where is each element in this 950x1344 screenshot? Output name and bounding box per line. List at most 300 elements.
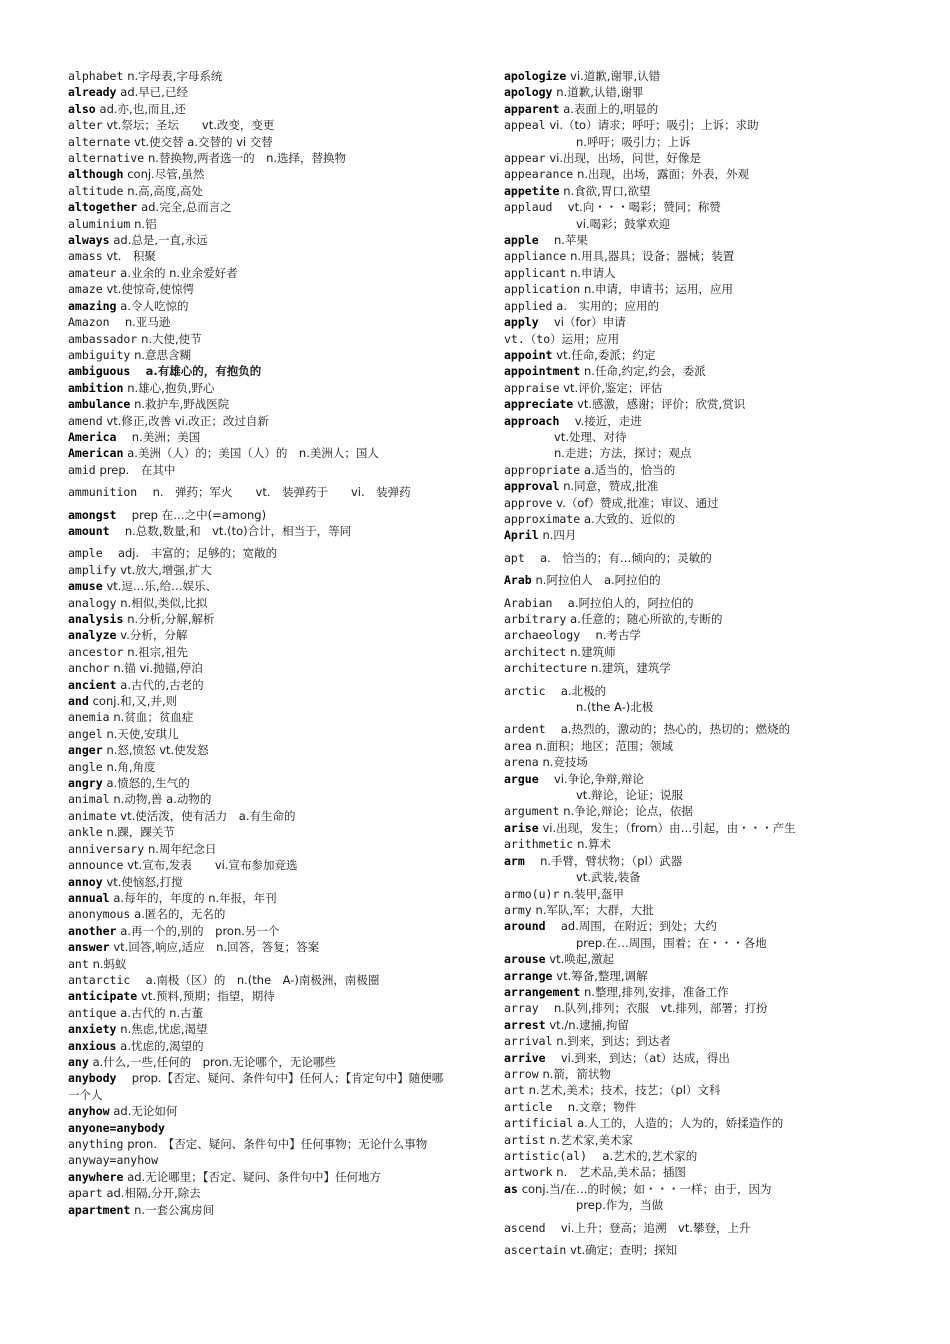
entry-word: America xyxy=(68,429,117,444)
entry-word: anyone=anybody xyxy=(68,1120,165,1135)
dictionary-entry xyxy=(68,1152,448,1168)
entry-word: always xyxy=(68,233,110,248)
entry-definition: n.高,高度,高处 xyxy=(127,183,203,198)
entry-word: anybody xyxy=(68,1071,117,1086)
entry-definition: ad.无论如何 xyxy=(113,1104,178,1119)
entry-word: application xyxy=(504,282,581,297)
dictionary-entry xyxy=(68,216,448,232)
dictionary-entry xyxy=(504,298,864,314)
entry-word: arrest xyxy=(504,1017,546,1032)
dictionary-entry xyxy=(504,84,864,100)
entry-word: array xyxy=(504,1001,539,1016)
entry-definition: n.出现，出场，露面；外表，外观 xyxy=(577,167,750,182)
entry-definition: vt.预料,预期；指望，期待 xyxy=(141,989,275,1004)
dictionary-entry xyxy=(504,511,864,527)
entry-definition: pron. 【否定、疑问、条件句中】任何事物；无论什么事物 xyxy=(127,1137,428,1151)
entry-word: appropriate xyxy=(504,462,581,477)
entry-word: answer xyxy=(68,940,110,955)
entry-definition: n.食欲,胃口,欲望 xyxy=(563,183,651,198)
dictionary-entry xyxy=(68,117,448,133)
dictionary-entry xyxy=(68,1169,448,1185)
entry-word: amuse xyxy=(68,579,103,594)
entry-definition-continued: n.呼吁；吸引力；上诉 xyxy=(576,134,691,149)
entry-word: announce xyxy=(68,858,124,873)
dictionary-entry xyxy=(68,150,448,166)
entry-word: anonymous xyxy=(68,907,131,922)
entry-word: apology xyxy=(504,85,553,100)
entry-definition: vt.回答,响应,适应 n.回答，答复；答案 xyxy=(113,940,320,955)
entry-definition: n.踝，踝关节 xyxy=(106,825,175,840)
entry-definition: vi.到来，到达；（at）达成，得出 xyxy=(549,1050,730,1065)
dictionary-entry xyxy=(68,726,448,742)
entry-word: anything xyxy=(68,1137,124,1151)
entry-word: arise xyxy=(504,820,539,835)
entry-word: arouse xyxy=(504,952,546,967)
entry-word: anger xyxy=(68,743,103,758)
entry-definition: n.角,角度 xyxy=(106,759,156,774)
entry-definition: n.同意，赞成,批准 xyxy=(563,479,659,494)
entry-definition: n.焦虑,忧虑,渴望 xyxy=(120,1022,208,1037)
dictionary-entry xyxy=(504,199,864,232)
entry-definition: a.适当的，恰当的 xyxy=(584,462,676,477)
dictionary-entry xyxy=(504,902,864,918)
dictionary-entry xyxy=(504,380,864,396)
dictionary-entry xyxy=(68,956,448,972)
entry-definition-continued: vi.喝彩；鼓掌欢迎 xyxy=(576,216,671,231)
entry-definition: n.贫血；贫血症 xyxy=(113,710,194,725)
entry-word: architecture xyxy=(504,661,588,676)
entry-definition: vt. 积聚 xyxy=(106,249,156,264)
dictionary-entry xyxy=(504,738,864,754)
dictionary-entry xyxy=(68,742,448,758)
entry-word: amongst xyxy=(68,507,117,522)
dictionary-entry xyxy=(504,1148,864,1164)
entry-definition: n.军队,军；大群，大批 xyxy=(535,902,654,917)
entry-word: ambassador xyxy=(68,331,138,346)
entry-word: analogy xyxy=(68,595,117,610)
dictionary-entry xyxy=(504,853,864,886)
entry-definition: a.业余的 n.业余爱好者 xyxy=(120,265,238,280)
entry-word: approximate xyxy=(504,511,581,526)
dictionary-entry xyxy=(68,824,448,840)
dictionary-entry xyxy=(504,1220,864,1236)
dictionary-entry xyxy=(68,1202,448,1218)
entry-definition: n.队列,排列；衣服 vt.排列，部署；打扮 xyxy=(542,1001,768,1016)
entry-word: alter xyxy=(68,118,103,133)
entry-word: amaze xyxy=(68,282,103,297)
dictionary-entry xyxy=(68,988,448,1004)
entry-word: ample xyxy=(68,546,103,561)
entry-word: animal xyxy=(68,792,110,807)
entry-word: applaud xyxy=(504,200,553,215)
entry-definition: n.建筑师 xyxy=(570,644,616,659)
entry-definition: n.整理,排列,安排，准备工作 xyxy=(584,984,729,999)
dictionary-entry xyxy=(68,199,448,215)
entry-definition: n.艺术家,美术家 xyxy=(549,1132,633,1147)
dictionary-entry xyxy=(504,314,864,330)
entry-definition: n.考古学 xyxy=(584,628,641,643)
entry-definition: vt.任命,委派；约定 xyxy=(556,347,656,362)
entry-definition: a.什么,一些,任何的 pron.无论哪个，无论哪些 xyxy=(92,1054,336,1069)
entry-definition: vi（for）申请 xyxy=(542,315,626,330)
dictionary-entry xyxy=(68,939,448,955)
entry-definition: a. 实用的；应用的 xyxy=(556,298,659,313)
dictionary-entry xyxy=(68,578,448,594)
entry-definition: vt.向・・・喝彩；赞同；称赞 xyxy=(556,200,721,215)
entry-word: artist xyxy=(504,1132,546,1147)
entry-definition: vt.宣布,发表 vi.宣布参加竞选 xyxy=(127,858,298,873)
entry-definition: n.大使,使节 xyxy=(141,331,202,346)
dictionary-entry xyxy=(68,677,448,693)
dictionary-entry xyxy=(68,923,448,939)
dictionary-entry xyxy=(504,984,864,1000)
entry-definition: n.申请，申请书；运用，应用 xyxy=(584,282,733,297)
dictionary-entry xyxy=(68,627,448,643)
entry-word: Arabian xyxy=(504,595,553,610)
entry-word: arrival xyxy=(504,1034,553,1049)
dictionary-entry xyxy=(504,886,864,902)
dictionary-entry xyxy=(68,445,448,461)
entry-definition: a.大致的、近似的 xyxy=(584,511,676,526)
dictionary-entry xyxy=(68,611,448,627)
entry-definition: a.阿拉伯人的，阿拉伯的 xyxy=(556,595,694,610)
entry-definition: n.动物,兽 a.动物的 xyxy=(113,792,212,807)
entry-definition: a.北极的 xyxy=(549,683,607,698)
entry-definition: vt.使恼怒,打搅 xyxy=(106,874,183,889)
entry-definition: a.南极（区）的 n.(the A-)南极洲，南极圈 xyxy=(134,972,380,987)
entry-definition-continued: vt.处理、对待 xyxy=(554,429,627,444)
entry-word: and xyxy=(68,694,89,709)
entry-word: ancient xyxy=(68,677,117,692)
dictionary-entry xyxy=(68,232,448,248)
entry-word: artificial xyxy=(504,1116,574,1131)
dictionary-entry xyxy=(68,347,448,363)
entry-definition: conj.尽管,虽然 xyxy=(127,167,205,182)
dictionary-entry xyxy=(504,595,864,611)
entry-definition: vt./n.逮捕,拘留 xyxy=(549,1017,629,1032)
entry-word: anxious xyxy=(68,1038,117,1053)
entry-word: analysis xyxy=(68,612,124,626)
entry-word: appearance xyxy=(504,167,574,182)
entry-definition: conj.当/在…的时候；如・・・一样；由于，因为 xyxy=(521,1181,772,1196)
dictionary-entry xyxy=(504,1000,864,1016)
entry-word: ambiguous xyxy=(68,364,131,379)
entry-definition: vt.修正,改善 vi.改正；改过自新 xyxy=(106,413,269,428)
entry-word: animate xyxy=(68,808,117,823)
entry-definition: n.建筑，建筑学 xyxy=(590,661,671,676)
entry-word: apartment xyxy=(68,1202,131,1217)
entry-definition-continued: prep.作为，当做 xyxy=(576,1198,664,1213)
dictionary-entry xyxy=(504,396,864,412)
entry-word: ankle xyxy=(68,825,103,840)
entry-word: ancestor xyxy=(68,644,124,659)
entry-definition: n.字母表,字母系统 xyxy=(127,69,223,83)
entry-definition: n.四月 xyxy=(542,528,577,543)
entry-definition: n.救护车,野战医院 xyxy=(134,397,230,412)
entry-word: amount xyxy=(68,523,110,538)
entry-definition: n.算术 xyxy=(577,837,612,852)
entry-word: around xyxy=(504,919,546,934)
entry-definition: n.相似,类似,比拟 xyxy=(120,595,208,610)
dictionary-entry xyxy=(504,232,864,248)
dictionary-entry xyxy=(504,101,864,117)
dictionary-entry xyxy=(68,484,448,500)
entry-definition: n.铝 xyxy=(134,216,157,231)
entry-definition: a.忧虑的,渴望的 xyxy=(120,1038,204,1053)
entry-definition-continued: n.(the A-)北极 xyxy=(576,700,654,715)
dictionary-entry xyxy=(504,363,864,379)
entry-word: ammunition xyxy=(68,485,138,500)
entry-word: armo(u)r xyxy=(504,886,560,901)
entry-definition: n.替换物,两者选一的 n.选择，替换物 xyxy=(148,151,347,166)
entry-definition: vt.逗…乐,给…娱乐、 xyxy=(106,579,218,594)
dictionary-entry xyxy=(68,791,448,807)
entry-definition: vt.使活泼，使有活力 a.有生命的 xyxy=(120,808,296,823)
entry-definition: n. 弹药；军火 vt. 装弹药于 vi. 装弹药 xyxy=(141,485,411,500)
entry-word: arrangement xyxy=(504,984,581,999)
entry-definition: vi.（to）请求；呼吁；吸引；上诉；求助 xyxy=(549,118,759,133)
entry-word: arbitrary xyxy=(504,612,567,626)
entry-definition: n.文章；物件 xyxy=(556,1099,637,1114)
entry-definition: n.艺术,美术；技术，技艺；（pl）文科 xyxy=(528,1083,721,1098)
entry-word: arrive xyxy=(504,1050,546,1065)
entry-word: argue xyxy=(504,771,539,786)
entry-definition: ad.亦,也,而且,还 xyxy=(99,101,186,116)
entry-word: approve xyxy=(504,495,553,510)
entry-definition: n.总数,数量,和 vt.(to)合计，相当于，等同 xyxy=(113,523,352,538)
entry-word: amateur xyxy=(68,265,117,280)
entry-word: analyze xyxy=(68,628,117,643)
entry-definition: n.蚂蚁 xyxy=(92,956,127,971)
entry-word: artwork xyxy=(504,1165,553,1180)
dictionary-entry xyxy=(504,721,864,737)
entry-definition: prep. 在其中 xyxy=(99,462,176,477)
entry-definition: vi.道歉,谢罪,认错 xyxy=(570,69,661,83)
entry-word: apparent xyxy=(504,101,560,116)
dictionary-entry xyxy=(68,808,448,824)
entry-definition: n.申请人 xyxy=(570,265,616,280)
entry-definition: n.手臂，臂状物；（pl）武器 xyxy=(528,853,683,868)
entry-word: anyhow xyxy=(68,1104,110,1119)
entry-definition: n.怒,愤怒 vt.使发怒 xyxy=(106,743,209,758)
entry-word: anxiety xyxy=(68,1022,117,1037)
entry-definition: a. 恰当的；有…倾向的；灵敏的 xyxy=(528,550,712,565)
entry-definition: n.道歉,认错,谢罪 xyxy=(556,85,644,100)
entry-definition: vt.使惊奇,使惊愕 xyxy=(106,282,195,297)
dictionary-entry xyxy=(68,857,448,873)
dictionary-entry xyxy=(68,1038,448,1054)
entry-word: ambulance xyxy=(68,397,131,412)
dictionary-entry xyxy=(68,68,448,84)
entry-word: American xyxy=(68,446,124,461)
entry-definition: a.人工的，人造的；人为的，娇揉造作的 xyxy=(577,1116,784,1131)
dictionary-entry xyxy=(504,413,864,462)
dictionary-entry xyxy=(504,1242,864,1258)
entry-word: angle xyxy=(68,759,103,774)
dictionary-entry xyxy=(68,298,448,314)
dictionary-entry xyxy=(68,972,448,988)
entry-definition: n.美洲；美国 xyxy=(120,429,201,444)
dictionary-entry xyxy=(504,683,864,716)
entry-definition: v.（of）赞成,批准；审议、通过 xyxy=(556,495,719,510)
entry-definition: n.天使,安琪儿 xyxy=(106,726,179,741)
entry-word: Amazon xyxy=(68,315,110,330)
entry-definition: vt.唤起,激起 xyxy=(549,952,615,967)
entry-definition: n.到来，到达；到达者 xyxy=(556,1034,671,1049)
dictionary-entry xyxy=(504,495,864,511)
dictionary-entry xyxy=(68,595,448,611)
entry-definition: a.每年的，年度的 n.年报，年刊 xyxy=(113,890,277,905)
entry-word: architect xyxy=(504,644,567,659)
entry-word: appraise xyxy=(504,380,560,395)
entry-word: appoint xyxy=(504,347,553,362)
entry-word: apply xyxy=(504,315,539,330)
entry-word: antarctic xyxy=(68,972,131,987)
dictionary-entry xyxy=(68,841,448,857)
entry-word: although xyxy=(68,167,124,182)
entry-word: applicant xyxy=(504,265,567,280)
entry-word: altogether xyxy=(68,200,138,215)
dictionary-entry xyxy=(504,1050,864,1066)
dictionary-entry xyxy=(504,1017,864,1033)
dictionary-entry xyxy=(504,918,864,951)
entry-word: April xyxy=(504,528,539,543)
entry-definition: a.热烈的，激动的；热心的，热切的；燃烧的 xyxy=(549,722,791,737)
entry-definition: n.亚马逊 xyxy=(113,315,171,330)
dictionary-entry xyxy=(68,429,448,445)
dictionary-entry xyxy=(504,1033,864,1049)
entry-definition: adj. 丰富的；足够的；宽敞的 xyxy=(106,546,278,561)
dictionary-entry xyxy=(68,281,448,297)
entry-definition: conj.和,又,并,则 xyxy=(92,694,178,709)
entry-word: vt.（to）运用；应用 xyxy=(504,331,620,346)
entry-definition: n. 艺术品,美术品；插图 xyxy=(556,1165,686,1180)
entry-definition: ad.无论哪里；【否定、疑问、条件句中】任何地方 xyxy=(127,1169,381,1184)
entry-definition: vt.评价,鉴定；评估 xyxy=(563,380,663,395)
dictionary-entry xyxy=(504,462,864,478)
dictionary-entry xyxy=(68,759,448,775)
entry-word: amazing xyxy=(68,298,117,313)
dictionary-entry xyxy=(68,166,448,182)
entry-definition: prep 在…之中(=among) xyxy=(120,507,267,522)
entry-definition: ad.周围，在附近；到处；大约 xyxy=(549,919,717,934)
entry-definition: n.分析,分解,解析 xyxy=(127,612,215,626)
entry-definition: n.苹果 xyxy=(542,233,588,248)
dictionary-entry xyxy=(504,1099,864,1115)
entry-definition: n.意思含糊 xyxy=(134,347,192,362)
entry-definition: a.有雄心的，有抱负的 xyxy=(134,364,262,379)
dictionary-entry xyxy=(68,331,448,347)
dictionary-entry xyxy=(68,462,448,478)
dictionary-entry xyxy=(504,331,864,347)
dictionary-entry xyxy=(504,281,864,297)
entry-word: apart xyxy=(68,1186,103,1201)
entry-word: amass xyxy=(68,249,103,264)
entry-word: ascertain xyxy=(504,1243,567,1258)
entry-definition: vi.出现，发生；（from）由…引起，由・・・产生 xyxy=(542,820,796,835)
dictionary-entry xyxy=(504,611,864,627)
dictionary-entry xyxy=(504,627,864,643)
dictionary-entry xyxy=(504,347,864,363)
entry-word: army xyxy=(504,902,532,917)
dictionary-entry xyxy=(68,906,448,922)
right-column xyxy=(504,68,864,1258)
entry-definition-continued: n.走进；方法，探讨；观点 xyxy=(554,446,692,461)
dictionary-entry xyxy=(68,183,448,199)
entry-definition: a.古代的,古老的 xyxy=(120,677,204,692)
dictionary-entry xyxy=(68,709,448,725)
dictionary-entry xyxy=(68,1005,448,1021)
entry-definition: a.古代的 n.古董 xyxy=(120,1005,204,1020)
dictionary-entry xyxy=(504,1164,864,1180)
dictionary-entry xyxy=(504,117,864,150)
entry-word: Arab xyxy=(504,573,532,588)
dictionary-entry xyxy=(504,150,864,166)
entry-definition: a.任意的；随心所欲的,专断的 xyxy=(570,612,723,626)
entry-word: altitude xyxy=(68,183,124,198)
dictionary-entry xyxy=(68,1185,448,1201)
entry-word: article xyxy=(504,1099,553,1114)
dictionary-entry xyxy=(68,396,448,412)
entry-definition: a.表面上的,明显的 xyxy=(563,101,659,116)
dictionary-entry xyxy=(504,1132,864,1148)
dictionary-entry xyxy=(68,507,448,523)
entry-word: appliance xyxy=(504,249,567,264)
entry-definition: n.面积；地区；范围；领域 xyxy=(535,738,673,753)
dictionary-entry xyxy=(68,1021,448,1037)
dictionary-entry xyxy=(504,1115,864,1131)
dictionary-entry xyxy=(68,1103,448,1119)
entry-definition: n.争论,辩论；论点，依据 xyxy=(563,804,693,819)
entry-word: appear xyxy=(504,151,546,166)
entry-word: angel xyxy=(68,726,103,741)
entry-definition: n.用具,器具；设备；器械；装置 xyxy=(570,249,735,264)
entry-word: anyway=anyhow xyxy=(68,1153,159,1168)
dictionary-entry xyxy=(504,836,864,852)
entry-definition-continued: prep.在…周围，围着；在・・・各地 xyxy=(576,935,767,950)
dictionary-entry xyxy=(504,1181,864,1214)
entry-word: already xyxy=(68,85,117,100)
entry-word: approval xyxy=(504,479,560,494)
entry-word: another xyxy=(68,923,117,938)
dictionary-entry xyxy=(504,265,864,281)
entry-word: applied xyxy=(504,298,553,313)
entry-word: arm xyxy=(504,853,525,868)
entry-word: ascend xyxy=(504,1220,546,1235)
entry-word: anemia xyxy=(68,710,110,725)
entry-definition-continued: vt.武装,装备 xyxy=(576,870,641,885)
dictionary-entry xyxy=(504,644,864,660)
dictionary-entry xyxy=(68,874,448,890)
dictionary-entry xyxy=(504,68,864,84)
left-column xyxy=(68,68,448,1218)
entry-definition: a.匿名的，无名的 xyxy=(134,907,226,922)
dictionary-entry xyxy=(504,1082,864,1098)
dictionary-entry xyxy=(68,644,448,660)
dictionary-entry xyxy=(504,1066,864,1082)
entry-definition: vi.上升；登高；追溯 vt.攀登，上升 xyxy=(549,1220,751,1235)
entry-definition: v.分析，分解 xyxy=(120,628,188,643)
entry-word: aluminium xyxy=(68,216,131,231)
entry-definition: n.雄心,抱负,野心 xyxy=(127,380,215,395)
entry-word: approach xyxy=(504,413,560,428)
entry-word: alphabet xyxy=(68,69,124,83)
entry-word: anniversary xyxy=(68,841,145,856)
entry-definition: vi.出现，出场，问世，好像是 xyxy=(549,151,702,166)
dictionary-entry xyxy=(68,101,448,117)
entry-definition: ad.相隔,分开,除去 xyxy=(106,1186,201,1201)
entry-word: antique xyxy=(68,1005,117,1020)
